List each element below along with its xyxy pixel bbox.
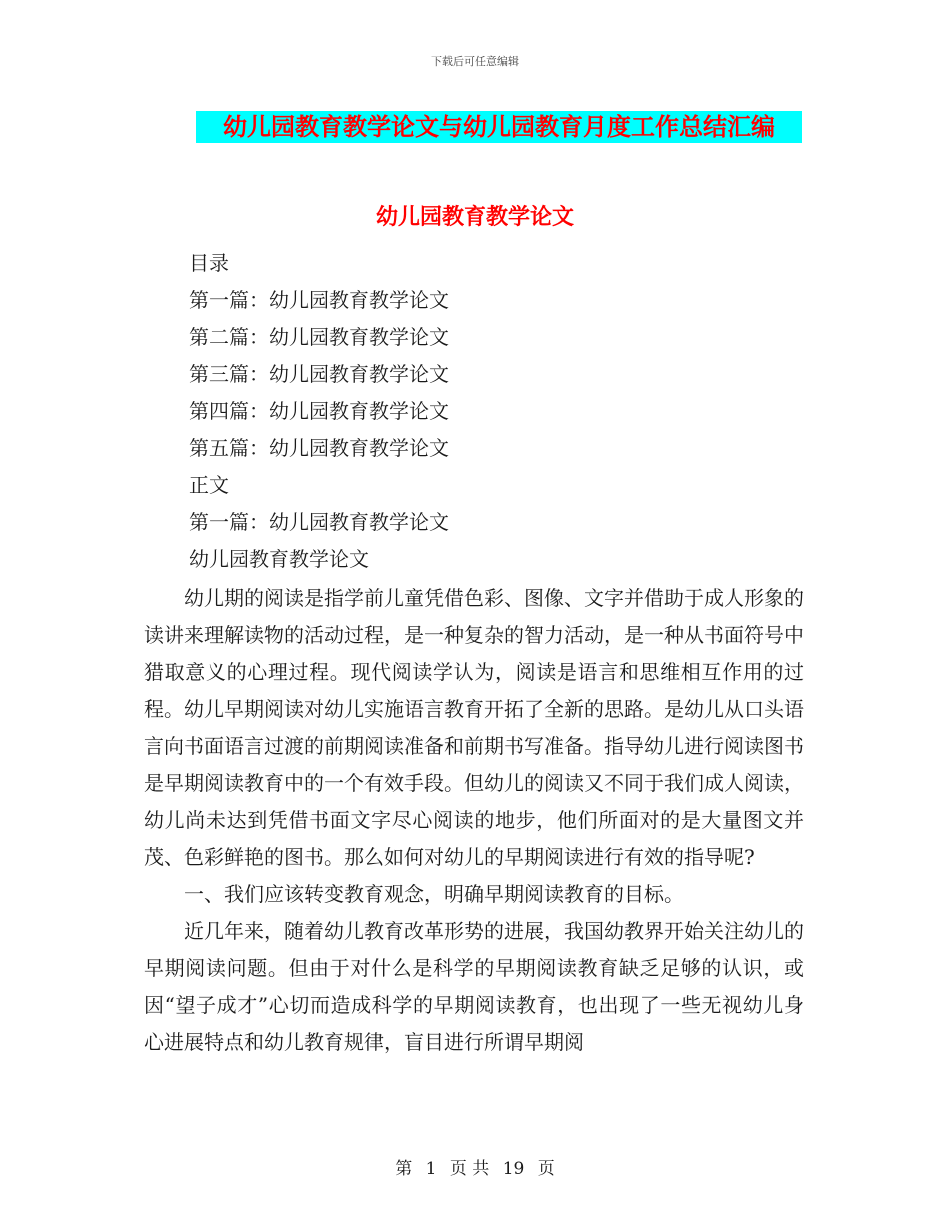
page-end: 页 — [537, 1159, 555, 1179]
toc-item-4: 第四篇：幼儿园教育教学论文 — [189, 399, 449, 423]
page-label: 第 — [395, 1159, 413, 1179]
toc-item-2: 第二篇：幼儿园教育教学论文 — [189, 325, 449, 349]
toc-heading: 目录 — [189, 251, 229, 275]
body-text — [144, 580, 804, 1061]
header-note: 下载后可任意编辑 — [431, 55, 519, 68]
toc-item-3: 第三篇：幼儿园教育教学论文 — [189, 362, 449, 386]
paragraph: 一、我们应该转变教育观念，明确早期阅读教育的目标。 — [184, 882, 684, 906]
paragraph: 幼儿期的阅读是指学前儿童凭借色彩、图像、文字并借助于成人形象的读讲来理解读物的活动过程，是一种复杂的智力活动，是一种从书面符号中猎取意义的心理过程。现代阅读学认为，阅读是语言和思维相互作用的过程。幼儿早期阅读对幼儿实施语言教育开拓了全新的思路。是幼儿从口头语言向书面语言过渡的前期阅读准备和前期书写准备。指导幼儿进行阅读图书是早期阅读教育中的一个有效手段。但幼儿的阅读又不同于我们成人阅读，幼儿尚未达到凭借书面文字尽心阅读的地步，他们所面对的是大量图文并茂、色彩鲜艳的图书。那么如何对幼儿的早期阅读进行有效的指导呢? — [144, 586, 804, 869]
table-of-contents — [189, 245, 809, 578]
page-current: 1 — [425, 1159, 437, 1179]
chapter-heading: 第一篇：幼儿园教育教学论文 — [189, 510, 449, 534]
document-main-title: 幼儿园教育教学论文与幼儿园教育月度工作总结汇编 — [196, 111, 802, 143]
toc-item-1: 第一篇：幼儿园教育教学论文 — [189, 288, 449, 312]
section-title: 幼儿园教育教学论文 — [375, 205, 574, 230]
article-title: 幼儿园教育教学论文 — [189, 547, 369, 571]
page-mid: 页 共 — [449, 1159, 490, 1179]
toc-item-5: 第五篇：幼儿园教育教学论文 — [189, 436, 449, 460]
paragraph: 近几年来，随着幼儿教育改革形势的进展，我国幼教界开始关注幼儿的早期阅读问题。但由于对什么是科学的早期阅读教育缺乏足够的认识，或因“望子成才”心切而造成科学的早期阅读教育，也出现了一些无视幼儿身心进展特点和幼儿教育规律，盲目进行所谓早期阅 — [144, 919, 804, 1054]
body-heading: 正文 — [189, 473, 229, 497]
page-total: 19 — [502, 1159, 525, 1179]
page-footer — [0, 1154, 950, 1179]
